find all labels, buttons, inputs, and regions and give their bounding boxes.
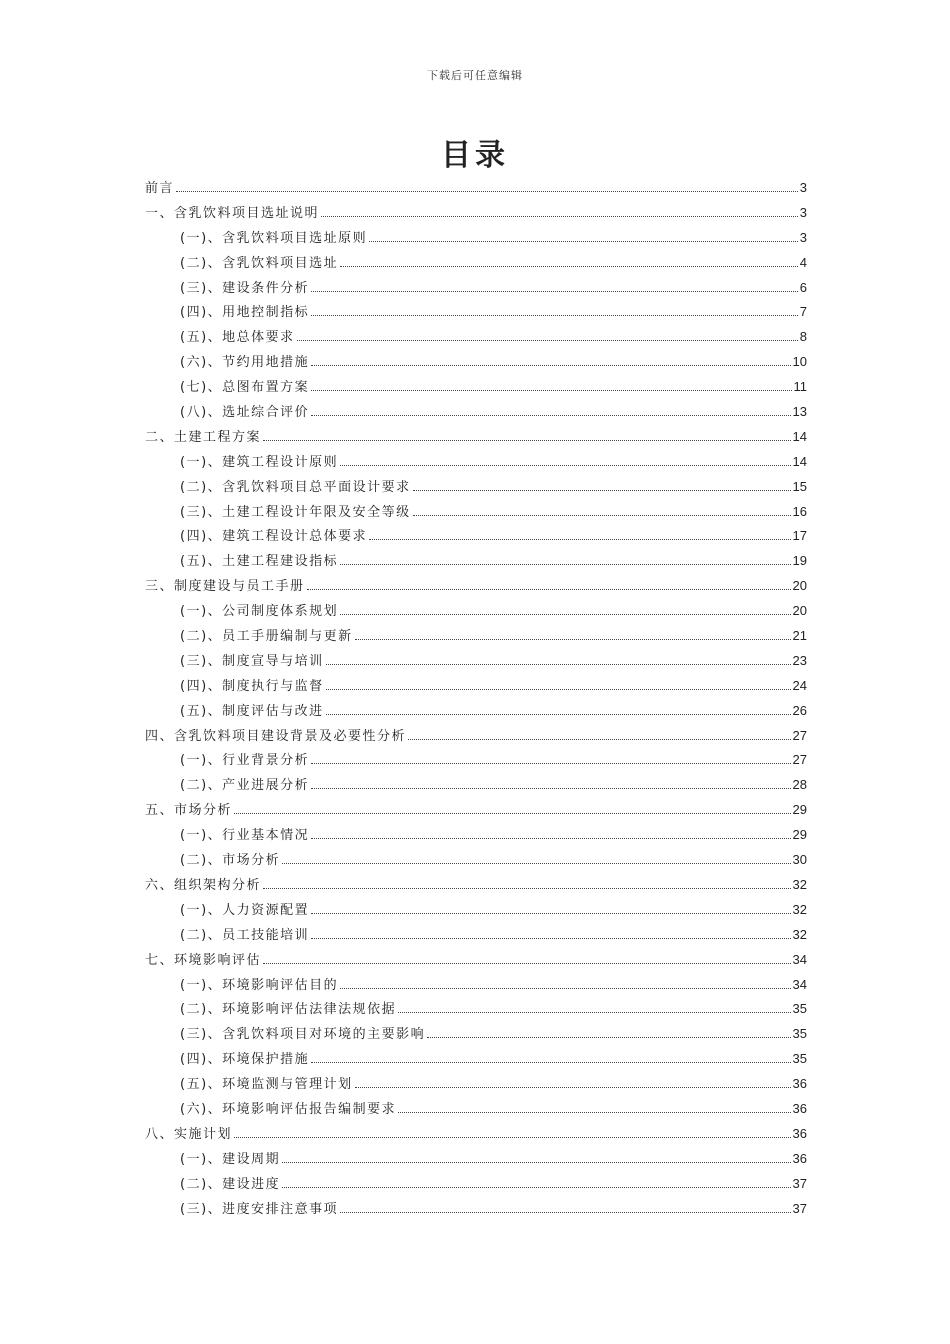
- toc-entry-label: (一)、人力资源配置: [180, 902, 310, 918]
- toc-entry-page-number: 30: [792, 852, 807, 868]
- toc-entry-label: (一)、行业背景分析: [180, 753, 310, 769]
- toc-entry-label: 四、含乳饮料项目建设背景及必要性分析: [145, 728, 407, 744]
- toc-chapter-entry[interactable]: [145, 575, 807, 600]
- toc-title: 目录: [441, 138, 509, 173]
- table-of-contents: [145, 177, 807, 1222]
- toc-entry-page-number: 28: [792, 777, 807, 793]
- dot-leader: [340, 604, 790, 615]
- dot-leader: [369, 231, 798, 242]
- toc-entry-label: 三、制度建设与员工手册: [145, 579, 305, 595]
- toc-entry-page-number: 20: [792, 578, 807, 594]
- dot-leader: [326, 704, 791, 715]
- toc-entry-page-number: 35: [792, 1026, 807, 1042]
- toc-entry-label: (一)、含乳饮料项目选址原则: [180, 230, 368, 246]
- toc-entry-label: (一)、建筑工程设计原则: [180, 454, 339, 470]
- toc-section-entry[interactable]: [145, 1073, 807, 1098]
- toc-entry-label: (五)、环境监测与管理计划: [180, 1077, 353, 1093]
- toc-entry-page-number: 32: [792, 901, 807, 917]
- toc-section-entry[interactable]: [145, 600, 807, 625]
- toc-entry-label: (二)、员工技能培训: [180, 927, 310, 943]
- toc-entry-page-number: 37: [792, 1175, 807, 1191]
- toc-entry-label: 五、市场分析: [145, 803, 233, 819]
- toc-section-entry[interactable]: [145, 824, 807, 849]
- toc-entry-page-number: 23: [792, 652, 807, 668]
- toc-section-entry[interactable]: [145, 849, 807, 874]
- toc-entry-page-number: 8: [799, 329, 807, 345]
- dot-leader: [311, 928, 790, 939]
- toc-section-entry[interactable]: [145, 550, 807, 575]
- dot-leader: [311, 405, 790, 416]
- toc-entry-label: 二、土建工程方案: [145, 429, 262, 445]
- toc-section-entry[interactable]: [145, 675, 807, 700]
- toc-section-entry[interactable]: [145, 1048, 807, 1073]
- toc-section-entry[interactable]: [145, 1198, 807, 1223]
- toc-entry-page-number: 24: [792, 677, 807, 693]
- toc-chapter-entry[interactable]: [145, 177, 807, 202]
- toc-entry-page-number: 10: [792, 354, 807, 370]
- toc-entry-label: (八)、选址综合评价: [180, 405, 310, 421]
- dot-leader: [311, 305, 798, 316]
- dot-leader: [340, 1202, 790, 1213]
- toc-chapter-entry[interactable]: [145, 202, 807, 227]
- dot-leader: [326, 679, 791, 690]
- toc-entry-label: (七)、总图布置方案: [180, 380, 310, 396]
- toc-entry-page-number: 15: [792, 478, 807, 494]
- toc-entry-page-number: 32: [792, 926, 807, 942]
- toc-entry-page-number: 14: [792, 428, 807, 444]
- dot-leader: [413, 480, 791, 491]
- toc-section-entry[interactable]: [145, 476, 807, 501]
- toc-entry-label: (六)、节约用地措施: [180, 355, 310, 371]
- toc-chapter-entry[interactable]: [145, 725, 807, 750]
- toc-entry-page-number: 29: [792, 827, 807, 843]
- dot-leader: [340, 455, 790, 466]
- toc-entry-label: (六)、环境影响评估报告编制要求: [180, 1101, 397, 1117]
- toc-entry-label: (一)、建设周期: [180, 1151, 281, 1167]
- toc-entry-label: 六、组织架构分析: [145, 877, 262, 893]
- toc-section-entry[interactable]: [145, 749, 807, 774]
- toc-entry-label: (四)、用地控制指标: [180, 305, 310, 321]
- toc-section-entry[interactable]: [145, 501, 807, 526]
- toc-entry-label: (二)、产业进展分析: [180, 778, 310, 794]
- dot-leader: [311, 380, 791, 391]
- toc-entry-label: (三)、建设条件分析: [180, 280, 310, 296]
- toc-section-entry[interactable]: [145, 451, 807, 476]
- dot-leader: [311, 355, 790, 366]
- toc-section-entry[interactable]: [145, 401, 807, 426]
- toc-entry-label: (四)、建筑工程设计总体要求: [180, 529, 368, 545]
- toc-entry-page-number: 34: [792, 976, 807, 992]
- toc-entry-page-number: 17: [792, 528, 807, 544]
- toc-section-entry[interactable]: [145, 924, 807, 949]
- dot-leader: [311, 753, 790, 764]
- dot-leader: [355, 629, 791, 640]
- toc-entry-page-number: 20: [792, 603, 807, 619]
- toc-chapter-entry[interactable]: [145, 799, 807, 824]
- dot-leader: [427, 1027, 790, 1038]
- toc-section-entry[interactable]: [145, 525, 807, 550]
- toc-entry-label: (五)、地总体要求: [180, 330, 295, 346]
- dot-leader: [297, 330, 798, 341]
- dot-leader: [234, 1127, 791, 1138]
- dot-leader: [282, 1177, 790, 1188]
- dot-leader: [321, 206, 798, 217]
- toc-entry-page-number: 32: [792, 876, 807, 892]
- dot-leader: [340, 978, 790, 989]
- toc-section-entry[interactable]: [145, 998, 807, 1023]
- dot-leader: [311, 828, 790, 839]
- toc-entry-page-number: 13: [792, 404, 807, 420]
- toc-entry-label: (二)、含乳饮料项目选址: [180, 255, 339, 271]
- toc-entry-page-number: 26: [792, 702, 807, 718]
- dot-leader: [234, 803, 791, 814]
- toc-section-entry[interactable]: [145, 277, 807, 302]
- toc-section-entry[interactable]: [145, 252, 807, 277]
- toc-section-entry[interactable]: [145, 974, 807, 999]
- toc-entry-page-number: 35: [792, 1051, 807, 1067]
- toc-entry-label: (三)、进度安排注意事项: [180, 1201, 339, 1217]
- toc-entry-label: (二)、含乳饮料项目总平面设计要求: [180, 479, 411, 495]
- dot-leader: [282, 853, 790, 864]
- toc-section-entry[interactable]: [145, 899, 807, 924]
- toc-entry-label: (五)、制度评估与改进: [180, 703, 324, 719]
- dot-leader: [282, 1152, 790, 1163]
- toc-entry-page-number: 34: [792, 951, 807, 967]
- toc-section-entry[interactable]: [145, 650, 807, 675]
- dot-leader: [263, 953, 791, 964]
- dot-leader: [263, 430, 791, 441]
- dot-leader: [311, 281, 798, 292]
- toc-entry-page-number: 11: [793, 379, 807, 395]
- toc-section-entry[interactable]: [145, 1023, 807, 1048]
- toc-entry-label: (一)、公司制度体系规划: [180, 604, 339, 620]
- dot-leader: [263, 878, 791, 889]
- toc-entry-page-number: 7: [799, 304, 807, 320]
- dot-leader: [408, 729, 791, 740]
- dot-leader: [326, 654, 791, 665]
- toc-entry-label: (二)、员工手册编制与更新: [180, 629, 353, 645]
- toc-entry-page-number: 3: [799, 180, 807, 195]
- toc-section-entry[interactable]: [145, 1173, 807, 1198]
- toc-entry-label: (四)、环境保护措施: [180, 1052, 310, 1068]
- toc-section-entry[interactable]: [145, 326, 807, 351]
- toc-entry-label: (三)、制度宣导与培训: [180, 653, 324, 669]
- toc-entry-label: (二)、环境影响评估法律法规依据: [180, 1002, 397, 1018]
- toc-entry-page-number: 35: [792, 1001, 807, 1017]
- toc-entry-page-number: 3: [799, 204, 807, 220]
- toc-entry-label: (一)、环境影响评估目的: [180, 977, 339, 993]
- toc-section-entry[interactable]: [145, 227, 807, 252]
- toc-entry-page-number: 21: [792, 628, 807, 644]
- dot-leader: [311, 778, 790, 789]
- toc-entry-label: 七、环境影响评估: [145, 952, 262, 968]
- dot-leader: [311, 1052, 790, 1063]
- toc-entry-label: (三)、土建工程设计年限及安全等级: [180, 504, 411, 520]
- dot-leader: [340, 256, 798, 267]
- toc-entry-label: (四)、制度执行与监督: [180, 678, 324, 694]
- toc-entry-page-number: 3: [799, 229, 807, 245]
- toc-entry-page-number: 36: [792, 1125, 807, 1141]
- toc-entry-page-number: 29: [792, 802, 807, 818]
- dot-leader: [311, 903, 790, 914]
- dot-leader: [369, 529, 790, 540]
- dot-leader: [307, 579, 791, 590]
- toc-entry-page-number: 36: [792, 1100, 807, 1116]
- toc-chapter-entry[interactable]: [145, 874, 807, 899]
- toc-section-entry[interactable]: [145, 301, 807, 326]
- dot-leader: [413, 505, 791, 516]
- toc-section-entry[interactable]: [145, 1148, 807, 1173]
- page-header: 下载后可任意编辑: [427, 69, 523, 82]
- toc-section-entry[interactable]: [145, 700, 807, 725]
- toc-entry-label: (二)、建设进度: [180, 1176, 281, 1192]
- toc-entry-label: 前言: [145, 181, 175, 196]
- toc-entry-page-number: 27: [792, 752, 807, 768]
- toc-section-entry[interactable]: [145, 351, 807, 376]
- dot-leader: [340, 554, 790, 565]
- toc-entry-page-number: 4: [799, 254, 807, 270]
- toc-entry-page-number: 36: [792, 1076, 807, 1092]
- dot-leader: [398, 1002, 790, 1013]
- toc-entry-page-number: 6: [799, 279, 807, 295]
- toc-entry-page-number: 36: [792, 1150, 807, 1166]
- toc-section-entry[interactable]: [145, 774, 807, 799]
- toc-entry-page-number: 37: [792, 1200, 807, 1216]
- toc-chapter-entry[interactable]: [145, 426, 807, 451]
- toc-entry-label: (五)、土建工程建设指标: [180, 554, 339, 570]
- toc-entry-page-number: 27: [792, 727, 807, 743]
- toc-section-entry[interactable]: [145, 376, 807, 401]
- toc-entry-label: (二)、市场分析: [180, 853, 281, 869]
- toc-entry-label: (三)、含乳饮料项目对环境的主要影响: [180, 1027, 426, 1043]
- dot-leader: [355, 1077, 791, 1088]
- dot-leader: [176, 181, 798, 192]
- toc-entry-page-number: 16: [792, 503, 807, 519]
- toc-chapter-entry[interactable]: [145, 1123, 807, 1148]
- dot-leader: [398, 1102, 790, 1113]
- toc-entry-label: (一)、行业基本情况: [180, 828, 310, 844]
- toc-section-entry[interactable]: [145, 625, 807, 650]
- toc-entry-label: 一、含乳饮料项目选址说明: [145, 205, 320, 221]
- toc-chapter-entry[interactable]: [145, 949, 807, 974]
- toc-entry-label: 八、实施计划: [145, 1126, 233, 1142]
- toc-entry-page-number: 19: [792, 553, 807, 569]
- toc-section-entry[interactable]: [145, 1098, 807, 1123]
- toc-entry-page-number: 14: [792, 453, 807, 469]
